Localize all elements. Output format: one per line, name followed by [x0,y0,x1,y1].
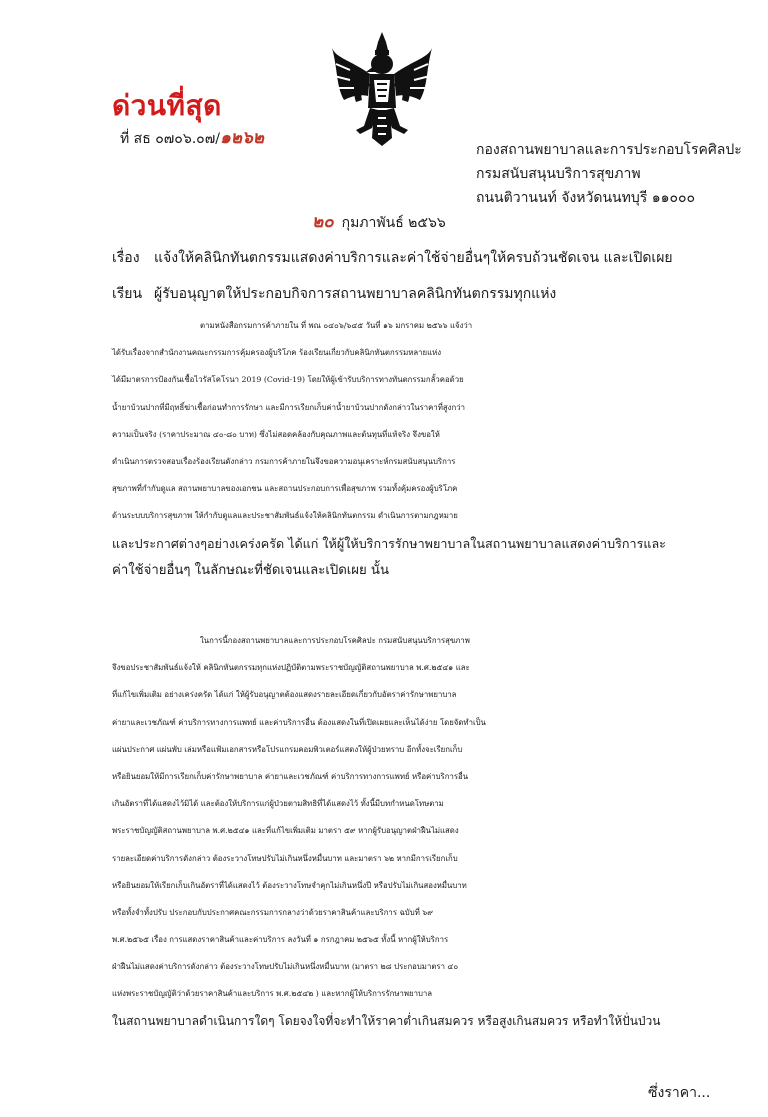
paragraph-line: จึงขอประชาสัมพันธ์แจ้งให้ คลินิกทันตกรรมทุกแห่งปฏิบัติตามพระราชบัญญัติสถานพยาบาล พ.ศ.๒๕๔๑ และ [112,663,470,673]
subject-label: เรื่อง [112,250,140,266]
paragraph-line: และประกาศต่างๆอย่างเคร่งครัด ได้แก่ ให้ผู้ให้บริการรักษาพยาบาลในสถานพยาบาลแสดงค่าบริการและ [112,535,666,551]
body-paragraph-1 [112,312,666,584]
document-number-prefix: ที่ สธ ๐๗๐๖.๐๗/ [120,131,220,147]
paragraph-line: ได้มีมาตรการป้องกันเชื้อไวรัสโคโรนา 2019 (Covid-19) โดยให้ผู้เข้ารับบริการทางทันตกรรมกลั้วคอด้วย [112,375,464,385]
paragraph-line: ในการนี้กองสถานพยาบาลและการประกอบโรคศิลปะ กรมสนับสนุนบริการสุขภาพ [200,636,470,645]
recipient-label: เรียน [112,286,143,302]
body-paragraph-2 [112,627,660,1035]
paragraph-line: ด้านระบบบริการสุขภาพ ให้กำกับดูแลและประชาสัมพันธ์แจ้งให้คลินิกทันตกรรม ดำเนินการตามกฎหมาย [112,511,458,521]
subject-line [112,247,673,269]
date-month-year: กุมภาพันธ์ ๒๕๖๖ [341,215,446,231]
paragraph-line: ตามหนังสือกรมการค้าภายใน ที่ พณ ๐๔๐๖/๖๔๕ วันที่ ๑๖ มกราคม ๒๕๖๖ แจ้งว่า [200,321,473,330]
paragraph-line: ความเป็นจริง (ราคาประมาณ ๔๐-๘๐ บาท) ซึ่งไม่สอดคล้องกับคุณภาพและต้นทุนที่แท้จริง จึงขอให้ [112,429,440,439]
subject-text: แจ้งให้คลินิกทันตกรรมแสดงค่าบริการและค่าใช้จ่ายอื่นๆให้ครบถ้วนชัดเจน และเปิดเผย [154,250,673,266]
document-date [312,208,446,235]
paragraph-line: พ.ศ.๒๕๖๕ เรื่อง การแสดงราคาสินค้าและค่าบริการ ลงวันที่ ๑ กรกฎาคม ๒๕๖๕ ทั้งนี้ หากผู้ให้บริการ [112,935,449,945]
sender-address-line: กรมสนับสนุนบริการสุขภาพ [476,166,641,182]
paragraph-line: หรือยินยอมให้มีการเรียกเก็บค่ารักษาพยาบาล ค่ายาและเวชภัณฑ์ ค่าบริการทางการแพทย์ หรือค่าบริการอื่น [112,771,469,781]
paragraph-line: เกินอัตราที่ได้แสดงไว้มิได้ และต้องให้บริการแก่ผู้ป่วยตามสิทธิที่ได้แสดงไว้ ทั้งนี้มีบทกำหนดโทษตาม [112,799,444,809]
paragraph-line: ฝ่าฝืนไม่แสดงค่าบริการดังกล่าว ต้องระวางโทษปรับไม่เกินหนึ่งหมื่นบาท (มาตรา ๒๘ ประกอบมาตรา ๔๐ [112,962,459,972]
paragraph-line: หรือทั้งจำทั้งปรับ ประกอบกับประกาศคณะกรรมการกลางว่าด้วยราคาสินค้าและบริการ ฉบับที่ ๖๙ [112,907,433,917]
date-day-handwritten: ๒๐ [312,212,334,232]
paragraph-line: หรือยินยอมให้เรียกเก็บเกินอัตราที่ได้แสดงไว้ ต้องระวางโทษจำคุกไม่เกินหนึ่งปี หรือปรับไม่เกินสองหมื่นบาท [112,880,467,890]
sender-address-line: กองสถานพยาบาลและการประกอบโรคศิลปะ [476,142,742,158]
paragraph-line: ดำเนินการตรวจสอบเรื่องร้องเรียนดังกล่าว กรมการค้าภายในจึงขอความอนุเคราะห์กรมสนับสนุนบริการ [112,456,456,466]
paragraph-line: ค่าใช้จ่ายอื่นๆ ในลักษณะที่ชัดเจนและเปิดเผย นั้น [112,562,389,578]
paragraph-line: แผ่นประกาศ แผ่นพับ เล่มหรือแฟ้มเอกสารหรือโปรแกรมคอมพิวเตอร์แสดงให้ผู้ป่วยทราบ อีกทั้งจะเรียกเก็บ [112,744,463,754]
document-number-handwritten: ๑๒๖๒ [219,128,264,148]
paragraph-line: สุขภาพที่กำกับดูแล สถานพยาบาลของเอกชน และสถานประกอบการเพื่อสุขภาพ รวมทั้งคุ้มครองผู้บริโภค [112,484,458,494]
paragraph-line: รายละเอียดค่าบริการดังกล่าว ต้องระวางโทษปรับไม่เกินหนึ่งหมื่นบาท และมาตรา ๖๒ หากมีการเรียกเก็บ [112,853,458,863]
paragraph-line: ค่ายาและเวชภัณฑ์ ค่าบริการทางการแพทย์ และค่าบริการอื่น ต้องแสดงในที่เปิดเผยและเห็นได้ง่าย โดยจัดทำเป็น [112,717,486,727]
paragraph-line: ได้รับเรื่องจากสำนักงานคณะกรรมการคุ้มครองผู้บริโภค ร้องเรียนเกี่ยวกับคลินิกทันตกรรมหลายแห่ง [112,348,442,358]
paragraph-line: พระราชบัญญัติสถานพยาบาล พ.ศ.๒๕๔๑ และที่แก้ไขเพิ่มเติม มาตรา ๕๙ หากผู้รับอนุญาตฝ่าฝืนไม่แสดง [112,826,459,836]
garuda-emblem-icon [330,30,434,148]
recipient-text: ผู้รับอนุญาตให้ประกอบกิจการสถานพยาบาลคลินิกทันตกรรมทุกแห่ง [154,286,557,302]
continuation-text: ซึ่งราคา... [648,1085,711,1101]
paragraph-line: แห่งพระราชบัญญัติว่าด้วยราคาสินค้าและบริการ พ.ศ.๒๕๔๒ ) และหากผู้ให้บริการรักษาพยาบาล [112,989,433,999]
sender-address [476,138,742,210]
urgency-stamp: ด่วนที่สุด [112,89,222,122]
paragraph-line: น้ำยาบ้วนปากที่มีฤทธิ์ฆ่าเชื้อก่อนทำการรักษา และมีการเรียกเก็บค่าน้ำยาบ้วนปากดังกล่าวในราคาที่สูงกว่า [112,402,465,412]
paragraph-line: ในสถานพยาบาลดำเนินการใดๆ โดยจงใจที่จะทำให้ราคาต่ำเกินสมควร หรือสูงเกินสมควร หรือทำให้ปั่นป่วน [112,1013,661,1028]
paragraph-line: ที่แก้ไขเพิ่มเติม อย่างเคร่งครัด ได้แก่ ให้ผู้รับอนุญาตต้องแสดงรายละเอียดเกี่ยวกับอัตราค่ารักษาพยาบาล [112,690,457,700]
recipient-line [112,283,556,305]
sender-address-line: ถนนติวานนท์ จังหวัดนนทบุรี ๑๑๐๐๐ [476,190,696,206]
document-number [120,124,264,151]
